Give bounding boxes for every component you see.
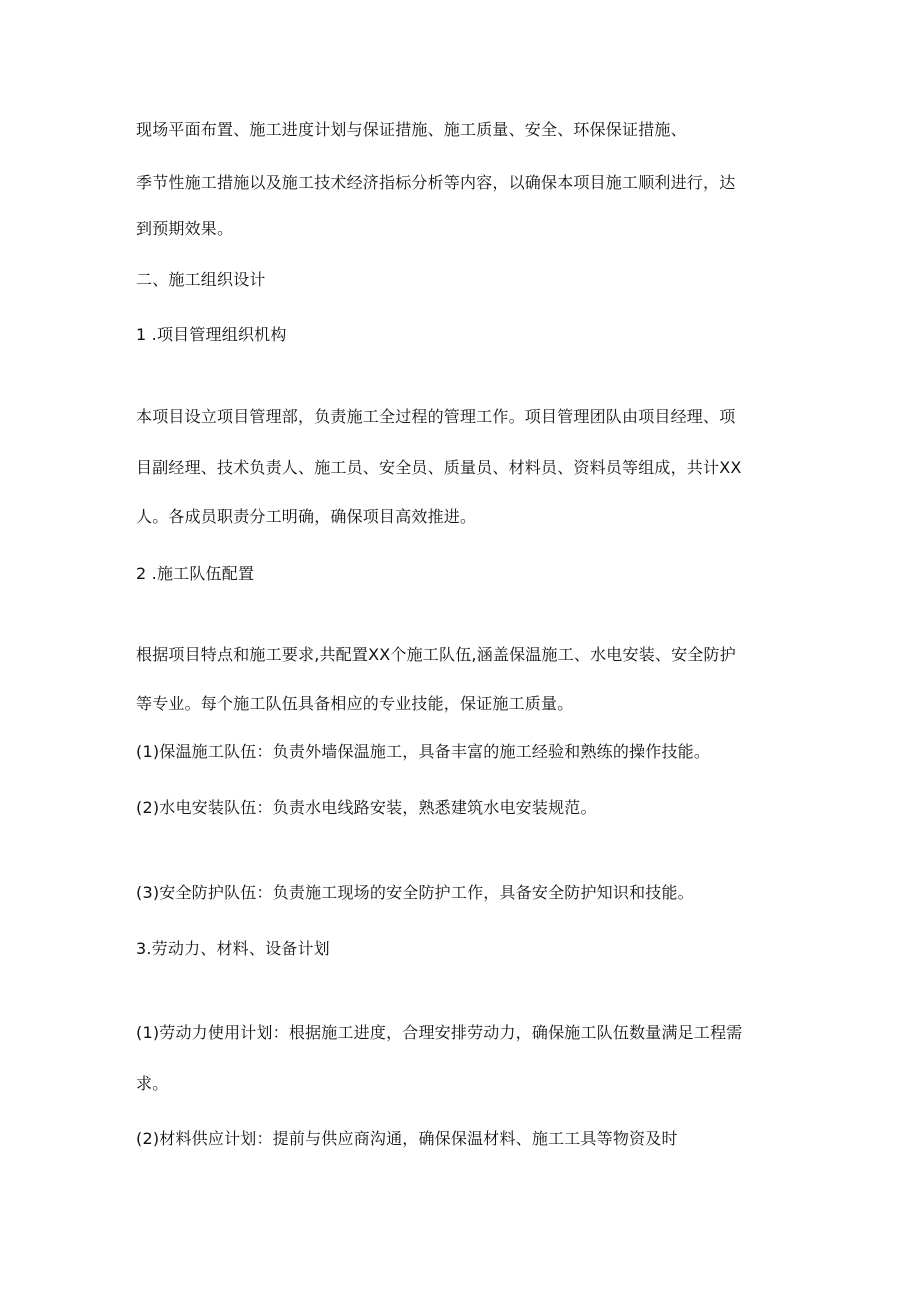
list-item: (1)保温施工队伍：负责外墙保温施工，具备丰富的施工经验和熟练的操作技能。 xyxy=(136,742,711,761)
list-item: (1)劳动力使用计划：根据施工进度，合理安排劳动力，确保施工队伍数量满足工程需 xyxy=(136,1023,743,1042)
subsection-heading: 2 .施工队伍配置 xyxy=(136,564,255,583)
list-item: (2)材料供应计划：提前与供应商沟通，确保保温材料、施工工具等物资及时 xyxy=(136,1129,678,1148)
section-heading: 二、施工组织设计 xyxy=(136,270,266,289)
paragraph-line: 季节性施工措施以及施工技术经济指标分析等内容，以确保本项目施工顺利进行，达 xyxy=(136,173,736,192)
paragraph-line: 现场平面布置、施工进度计划与保证措施、施工质量、安全、环保保证措施、 xyxy=(136,120,687,139)
subsection-heading: 1 .项目管理组织机构 xyxy=(136,325,287,344)
paragraph-line: 根据项目特点和施工要求,共配置XX个施工队伍,涵盖保温施工、水电安装、安全防护 xyxy=(136,645,736,664)
paragraph-line: 等专业。每个施工队伍具备相应的专业技能，保证施工质量。 xyxy=(136,694,574,713)
subsection-heading: 3.劳动力、材料、设备计划 xyxy=(136,939,330,958)
list-item: (2)水电安装队伍：负责水电线路安装，熟悉建筑水电安装规范。 xyxy=(136,798,597,817)
paragraph-line: 人。各成员职责分工明确，确保项目高效推进。 xyxy=(136,507,477,526)
paragraph-line: 目副经理、技术负责人、施工员、安全员、质量员、材料员、资料员等组成，共计XX xyxy=(136,458,742,477)
list-item-continuation: 求。 xyxy=(136,1074,169,1093)
paragraph-line: 本项目设立项目管理部，负责施工全过程的管理工作。项目管理团队由项目经理、项 xyxy=(136,407,736,426)
paragraph-line: 到预期效果。 xyxy=(136,219,234,238)
list-item: (3)安全防护队伍：负责施工现场的安全防护工作，具备安全防护知识和技能。 xyxy=(136,883,694,902)
